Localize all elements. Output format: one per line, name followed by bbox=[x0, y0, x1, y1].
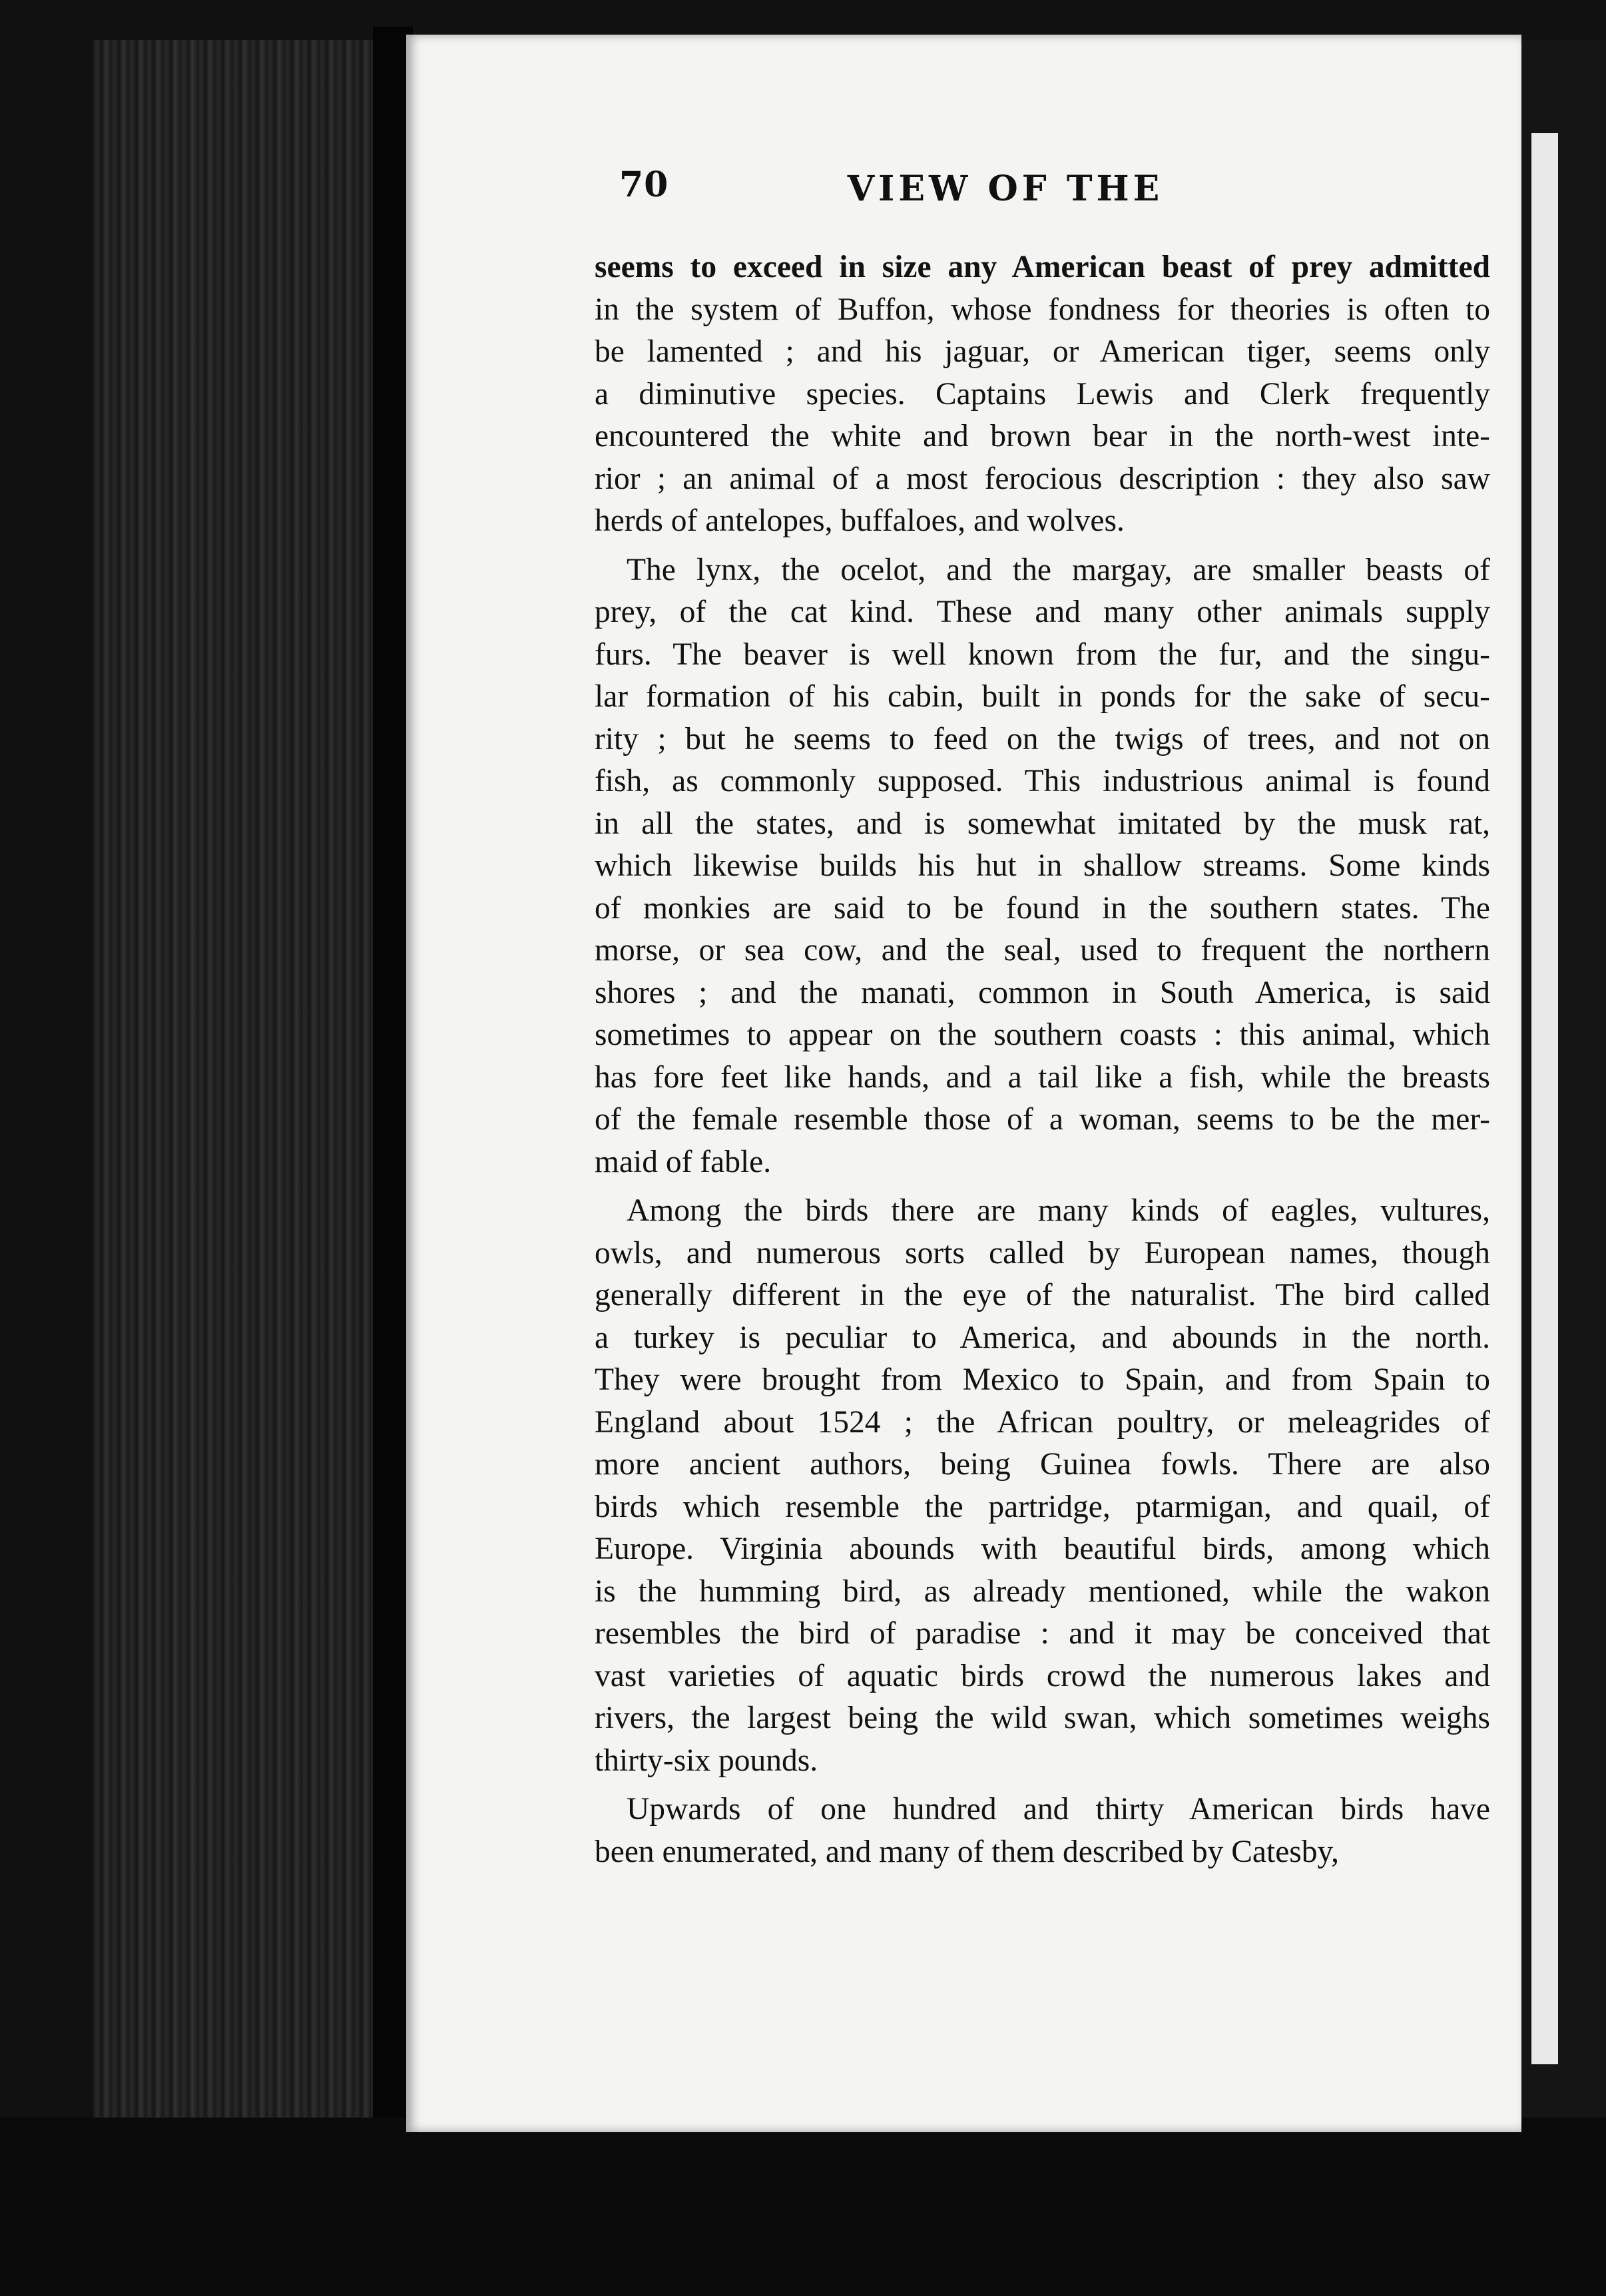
text-line: in all the states, and is somewhat imitated by the musk rat, bbox=[595, 806, 1490, 841]
text-line: a diminutive species. Captains Lewis and Clerk frequently bbox=[595, 376, 1490, 412]
text-line: which likewise builds his hut in shallow streams. Some kinds bbox=[595, 848, 1490, 883]
text-line: thirty-six pounds. bbox=[595, 1743, 818, 1778]
text-line: vast varieties of aquatic birds crowd the numerous lakes and bbox=[595, 1658, 1490, 1693]
page-header bbox=[619, 164, 1505, 224]
text-line: morse, or sea cow, and the seal, used to frequent the northern bbox=[595, 933, 1490, 968]
paragraph bbox=[595, 549, 1490, 1184]
text-line: Upwards of one hundred and thirty American birds have bbox=[627, 1792, 1490, 1827]
text-line: more ancient authors, being Guinea fowls. There are also bbox=[595, 1447, 1490, 1482]
text-line: owls, and numerous sorts called by European names, though bbox=[595, 1235, 1490, 1271]
text-line: shores ; and the manati, common in South America, is said bbox=[595, 975, 1490, 1010]
text-line: prey, of the cat kind. These and many other animals supply bbox=[595, 595, 1490, 629]
text-line: of the female resemble those of a woman, seems to be the mer- bbox=[595, 1102, 1490, 1137]
text-line: Europe. Virginia abounds with beautiful birds, among which bbox=[595, 1532, 1490, 1566]
paragraph bbox=[595, 1190, 1490, 1782]
text-line: been enumerated, and many of them described by Catesby, bbox=[595, 1834, 1340, 1869]
text-line: maid of fable. bbox=[595, 1144, 772, 1179]
text-line: be lamented ; and his jaguar, or American tiger, seems only bbox=[595, 334, 1490, 369]
text-line: Among the birds there are many kinds of eagles, vultures, bbox=[627, 1193, 1490, 1228]
next-page-sliver bbox=[1531, 133, 1558, 2064]
text-line: The lynx, the ocelot, and the margay, are smaller beasts of bbox=[627, 552, 1490, 587]
text-line: has fore feet like hands, and a tail like a fish, while the breasts bbox=[595, 1059, 1490, 1095]
text-line: rity ; but he seems to feed on the twigs of trees, and not on bbox=[595, 721, 1490, 756]
paragraph bbox=[595, 1789, 1490, 1873]
book-page bbox=[406, 35, 1521, 2132]
body-text bbox=[595, 246, 1490, 1880]
text-line: rior ; an animal of a most ferocious description : they also saw bbox=[595, 461, 1490, 496]
text-line: encountered the white and brown bear in the north-west inte- bbox=[595, 419, 1490, 453]
text-line: in the system of Buffon, whose fondness for theories is often to bbox=[595, 292, 1490, 327]
text-line: is the humming bird, as already mentioned, while the wakon bbox=[595, 1574, 1490, 1609]
text-line: lar formation of his cabin, built in ponds for the sake of secu- bbox=[595, 679, 1490, 714]
text-line: a turkey is peculiar to America, and abounds in the north. bbox=[595, 1320, 1490, 1355]
text-line: fish, as commonly supposed. This industrious animal is found bbox=[595, 764, 1490, 798]
text-line: herds of antelopes, buffaloes, and wolves. bbox=[595, 503, 1125, 538]
text-line: They were brought from Mexico to Spain, and from Spain to bbox=[595, 1362, 1490, 1397]
text-line: seems to exceed in size any American beast of prey admitted bbox=[595, 250, 1490, 284]
bottom-shadow bbox=[0, 2118, 1606, 2296]
text-line: rivers, the largest being the wild swan, which sometimes weighs bbox=[595, 1701, 1490, 1735]
text-line: birds which resemble the partridge, ptarmigan, and quail, of bbox=[595, 1489, 1490, 1524]
text-line: resembles the bird of paradise : and it may be conceived that bbox=[595, 1616, 1490, 1651]
paragraph bbox=[595, 246, 1490, 543]
running-head: VIEW OF THE bbox=[847, 168, 1164, 209]
page-number: 70 bbox=[619, 164, 669, 205]
text-line: generally different in the eye of the naturalist. The bird called bbox=[595, 1278, 1490, 1312]
text-line: furs. The beaver is well known from the fur, and the singu- bbox=[595, 637, 1490, 672]
text-line: of monkies are said to be found in the southern states. The bbox=[595, 890, 1490, 926]
text-line: England about 1524 ; the African poultry, or meleagrides of bbox=[595, 1404, 1490, 1440]
text-line: sometimes to appear on the southern coasts : this animal, which bbox=[595, 1017, 1490, 1052]
book-edge bbox=[93, 40, 406, 2204]
